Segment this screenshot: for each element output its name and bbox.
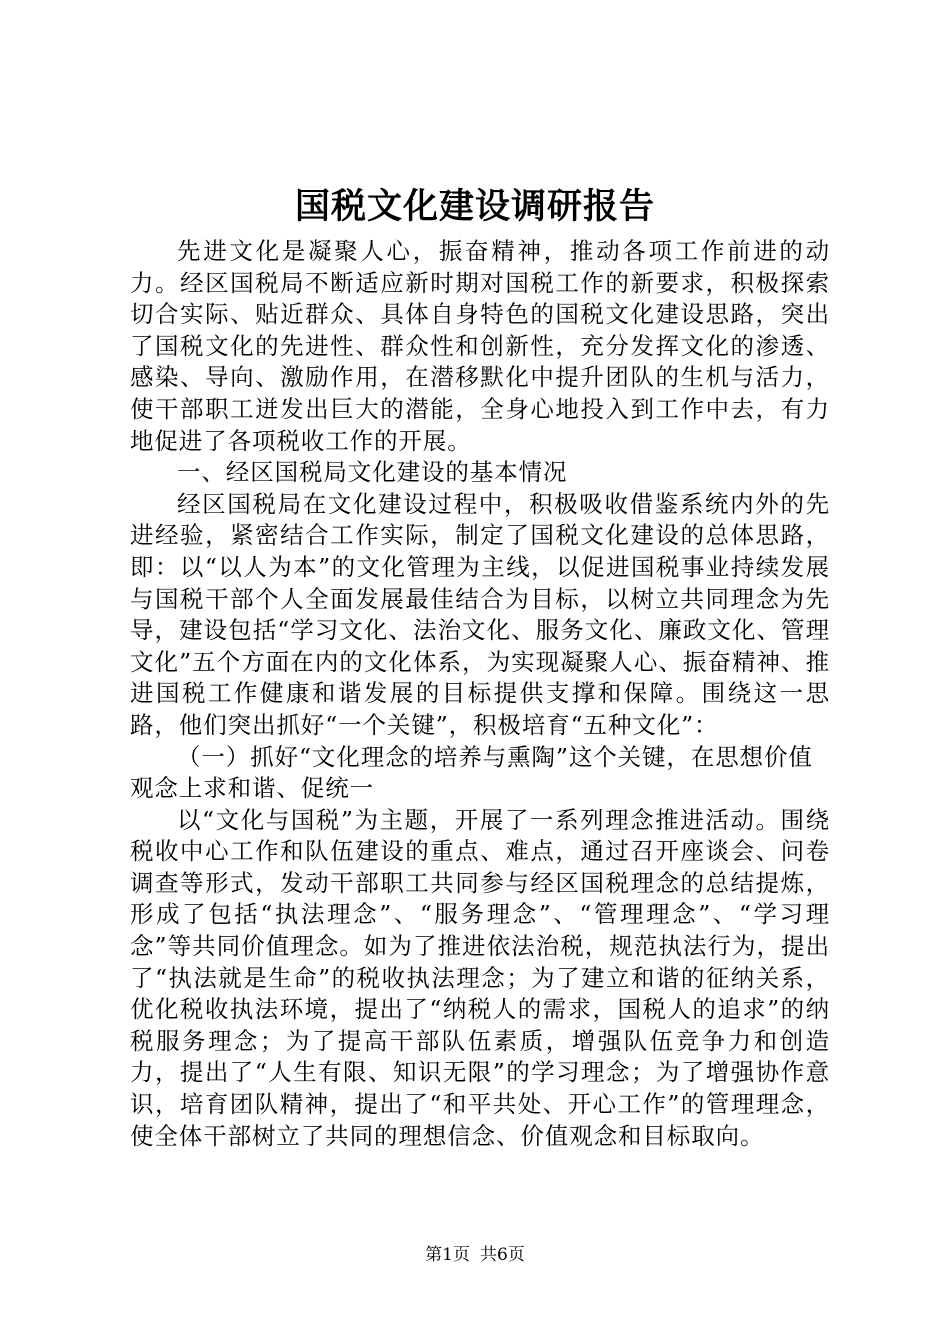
section-heading-1: 一、经区国税局文化建设的基本情况 (177, 458, 568, 487)
subsection-1-paragraph: 以“文化与国税”为主题，开展了一系列理念推进活动。围绕税收中心工作和队伍建设的重点、难点，通过召开座谈会、问卷调查等形式，发动干部职工共同参与经区国税理念的总结提炼，形成了包括“执法理念”、“服务理念”、“管理理念”、“学习理念”等共同价值理念。如为了推进依法治税，规范执法行为，提出了“执法就是生命”的税收执法理念；为了建立和谐的征纳关系，优化税收执法环境，提出了“纳税人的需求，国税人的追求”的纳税服务理念；为了提高干部队伍素质，增强队伍竞争力和创造力，提出了“人生有限、知识无限”的学习理念；为了增强协作意识，培育团队精神，提出了“和平共处、开心工作”的管理理念，使全体干部树立了共同的理想信念、价值观念和目标取向。 (130, 805, 830, 1150)
intro-paragraph: 先进文化是凝聚人心，振奋精神，推动各项工作前进的动力。经区国税局不断适应新时期对国税工作的新要求，积极探索切合实际、贴近群众、具体自身特色的国税文化建设思路，突出了国税文化的先进性、群众性和创新性，充分发挥文化的渗透、感染、导向、激励作用，在潜移默化中提升团队的生机与活力，使干部职工迸发出巨大的潜能，全身心地投入到工作中去，有力地促进了各项税收工作的开展。 (130, 237, 830, 455)
section-1-paragraph: 经区国税局在文化建设过程中，积极吸收借鉴系统内外的先进经验，紧密结合工作实际，制定了国税文化建设的总体思路，即：以“以人为本”的文化管理为主线，以促进国税事业持续发展与国税干部个人全面发展最佳结合为目标，以树立共同理念为先导，建设包括“学习文化、法治文化、服务文化、廉政文化、管理文化”五个方面在内的文化体系，为实现凝聚人心、振奋精神、推进国税工作健康和谐发展的目标提供支撑和保障。围绕这一思路，他们突出抓好“一个关键”，积极培育“五种文化”： (130, 489, 830, 739)
subsection-heading-1: （一）抓好“文化理念的培养与熏陶”这个关键，在思想价值观念上求和谐、促统一 (130, 742, 813, 803)
document-body (130, 236, 830, 1152)
page-total: 共6页 (480, 1245, 525, 1265)
page-number: 第1页 (425, 1245, 470, 1265)
page-footer (0, 1244, 950, 1266)
document-title: 国税文化建设调研报告 (294, 186, 655, 227)
